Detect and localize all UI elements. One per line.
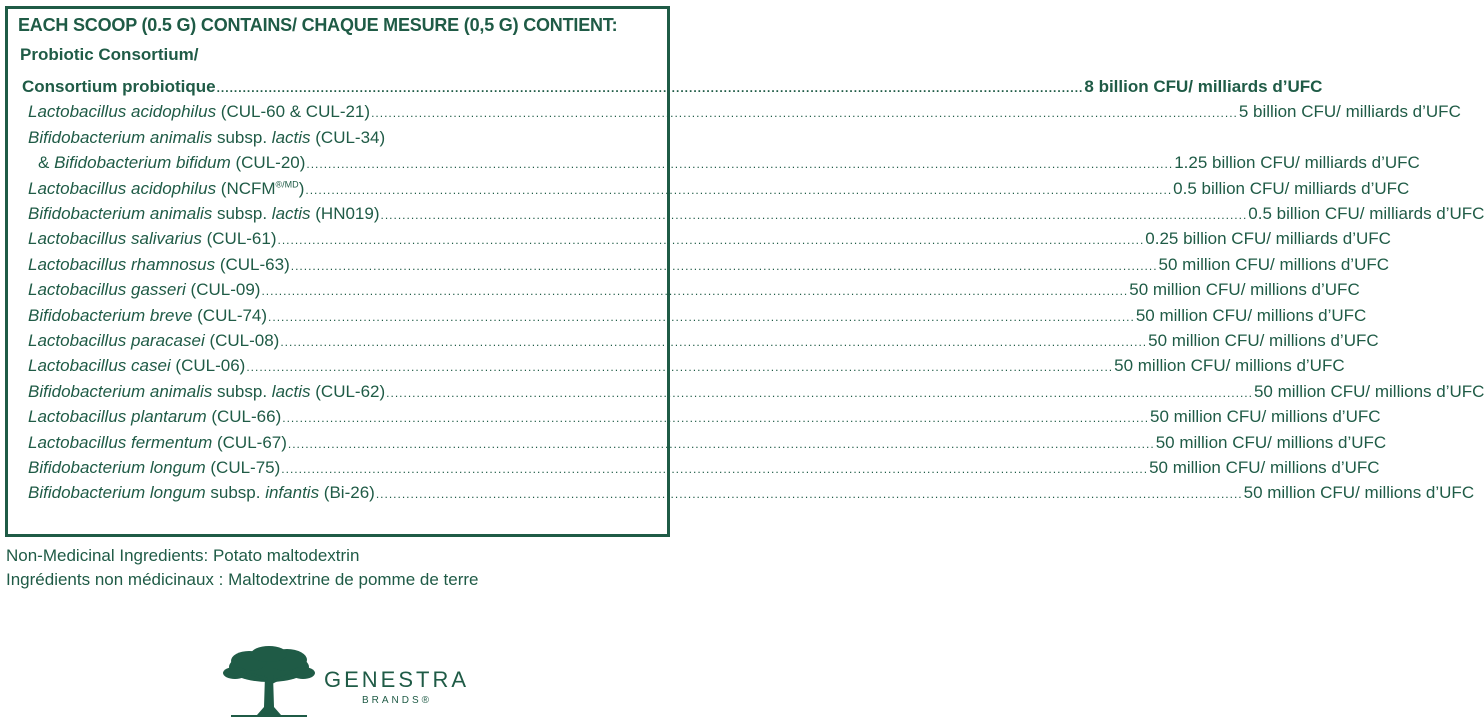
genestra-logo	[221, 645, 470, 720]
dot-leader: ........................................................................................................................................................................................................	[246, 360, 1114, 375]
non-medicinal-ingredients-en: Non-Medicinal Ingredients: Potato maltodextrin	[6, 546, 360, 565]
ingredient-row	[28, 458, 1380, 482]
ingredient-amount: 50 million CFU/ millions d’UFC	[1243, 483, 1475, 503]
ingredient-amount: 50 million CFU/ millions d’UFC	[1148, 331, 1379, 350]
dot-leader: ........................................................................................................................................................................................................	[290, 258, 1158, 273]
ingredient-row	[28, 254, 1390, 279]
brand-subtitle: BRANDS®	[362, 695, 433, 706]
dot-leader: ........................................................................................................................................................................................................	[216, 81, 1084, 95]
ingredient-amount: 50 million CFU/ millions d’UFC	[1253, 381, 1484, 401]
ingredient-name: Lactobacillus casei (CUL-06)	[28, 356, 246, 376]
dot-leader: ........................................................................................................................................................................................................	[282, 411, 1150, 426]
ingredient-row	[28, 432, 1387, 457]
ingredient-name: Lactobacillus paracasei (CUL-08)	[28, 331, 280, 350]
non-medicinal-ingredients-fr: Ingrédients non médicinaux : Maltodextrine de pomme de terre	[6, 570, 479, 589]
ingredient-name: Lactobacillus plantarum (CUL-66)	[28, 407, 282, 427]
ingredient-name: Bifidobacterium animalis subsp. lactis (CUL-34)	[28, 127, 386, 147]
ingredient-row	[28, 178, 1410, 203]
total-row	[22, 77, 1323, 101]
supplement-facts-panel	[5, 6, 1484, 537]
total-amount: 8 billion CFU/ milliards d’UFC	[1084, 77, 1323, 96]
ingredient-amount: 50 million CFU/ millions d’UFC	[1150, 407, 1381, 427]
brand-wordmark: GENESTRA	[324, 667, 470, 692]
ingredient-amount: 50 million CFU/ millions d’UFC	[1135, 305, 1367, 325]
tree-icon	[221, 645, 317, 720]
ingredient-name: Bifidobacterium longum (CUL-75)	[28, 458, 281, 477]
ingredient-row	[28, 204, 1484, 228]
ingredient-amount: 0.25 billion CFU/ milliards d’UFC	[1145, 229, 1391, 249]
ingredient-amount: 5 billion CFU/ milliards d’UFC	[1238, 102, 1461, 122]
dot-leader: ........................................................................................................................................................................................................	[371, 106, 1238, 121]
ingredient-name: Bifidobacterium animalis subsp. lactis (CUL-62)	[28, 381, 386, 401]
ingredient-row	[28, 331, 1379, 355]
ingredient-name: Bifidobacterium longum subsp. infantis (Bi-26)	[28, 483, 375, 503]
ingredient-name: Lactobacillus acidophilus (CUL-60 & CUL-21)	[28, 102, 371, 122]
dot-leader: ........................................................................................................................................................................................................	[380, 208, 1248, 222]
ingredient-row	[28, 356, 1345, 380]
probiotic-subheading: Probiotic Consortium/	[20, 45, 199, 64]
ingredient-name: & Bifidobacterium bifidum (CUL-20)	[38, 153, 306, 173]
dot-leader: ........................................................................................................................................................................................................	[375, 487, 1243, 502]
dot-leader: ........................................................................................................................................................................................................	[261, 284, 1129, 299]
dot-leader: ........................................................................................................................................................................................................	[277, 233, 1145, 248]
dot-leader: ........................................................................................................................................................................................................	[305, 182, 1173, 197]
ingredient-name: Lactobacillus rhamnosus (CUL-63)	[28, 254, 290, 274]
dot-leader: ........................................................................................................................................................................................................	[268, 309, 1135, 324]
ingredient-name: Bifidobacterium animalis subsp. lactis (HN019)	[28, 204, 380, 223]
ingredient-amount: 50 million CFU/ millions d’UFC	[1158, 254, 1390, 274]
ingredient-row	[28, 381, 1484, 406]
ingredient-row	[28, 128, 658, 152]
ingredient-row	[28, 407, 1381, 431]
ingredient-amount: 50 million CFU/ millions d’UFC	[1149, 458, 1380, 477]
ingredient-amount: 0.5 billion CFU/ milliards d’UFC	[1173, 178, 1410, 198]
ingredient-amount: 50 million CFU/ millions d’UFC	[1129, 280, 1360, 300]
ingredient-amount: 50 million CFU/ millions d’UFC	[1155, 432, 1387, 452]
dot-leader: ........................................................................................................................................................................................................	[386, 385, 1253, 400]
dot-leader: ........................................................................................................................................................................................................	[280, 335, 1148, 349]
ingredient-name: Lactobacillus acidophilus $(NCFM^{®/MD})$	[28, 178, 305, 198]
ingredient-row	[28, 305, 1367, 330]
panel-heading: EACH SCOOP (0.5 G) CONTAINS/ CHAQUE MESURE (0,5 G) CONTIENT:	[18, 15, 618, 35]
ingredient-name: Lactobacillus gasseri (CUL-09)	[28, 280, 261, 300]
dot-leader: ........................................................................................................................................................................................................	[281, 462, 1149, 476]
dot-leader: ........................................................................................................................................................................................................	[287, 436, 1155, 451]
ingredient-name: Lactobacillus salivarius (CUL-61)	[28, 229, 277, 249]
total-name: Consortium probiotique	[22, 77, 216, 96]
ingredient-row	[28, 229, 1391, 253]
ingredient-row	[28, 483, 1475, 507]
ingredient-amount: 0.5 billion CFU/ milliards d’UFC	[1248, 204, 1484, 223]
ingredient-row	[28, 102, 1461, 126]
ingredient-name: Bifidobacterium breve (CUL-74)	[28, 305, 268, 325]
dot-leader: ........................................................................................................................................................................................................	[306, 157, 1174, 172]
ingredient-amount: 1.25 billion CFU/ milliards d’UFC	[1174, 153, 1420, 173]
ingredient-row	[28, 280, 1360, 304]
ingredient-amount: 50 million CFU/ millions d’UFC	[1114, 356, 1345, 376]
ingredient-row	[38, 153, 1420, 177]
ingredient-name: Lactobacillus fermentum (CUL-67)	[28, 432, 287, 452]
